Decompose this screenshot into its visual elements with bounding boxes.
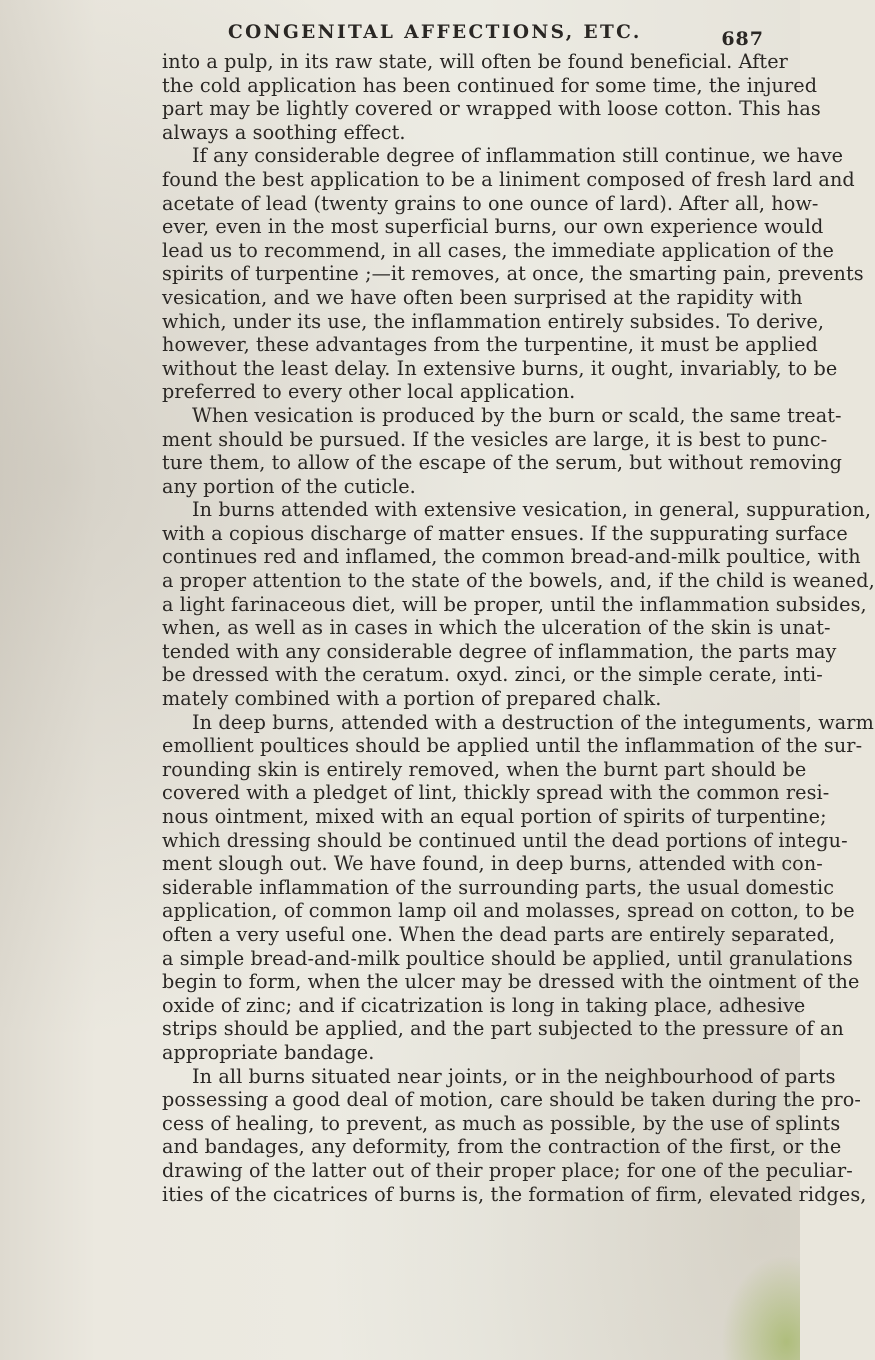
text-line: part may be lightly covered or wrapped with loose cotton. This has	[162, 97, 821, 121]
text-line: continues red and inflamed, the common bread-and-milk poultice, with	[162, 545, 861, 569]
text-line: and bandages, any deformity, from the contraction of the first, or the	[162, 1135, 842, 1159]
text-line: oxide of zinc; and if cicatrization is long in taking place, adhesive	[162, 993, 806, 1017]
text-line: a proper attention to the state of the bowels, and, if the child is weaned,	[162, 569, 875, 593]
text-line: ment slough out. We have found, in deep burns, attended with con-	[162, 852, 823, 876]
text-line: often a very useful one. When the dead parts are entirely separated,	[162, 922, 836, 946]
text-line: acetate of lead (twenty grains to one ounce of lard). After all, how-	[162, 191, 819, 215]
text-line: found the best application to be a liniment composed of fresh lard and	[162, 167, 855, 191]
text-line: with a copious discharge of matter ensues. If the suppurating surface	[162, 521, 848, 545]
text-line: without the least delay. In extensive burns, it ought, invariably, to be	[162, 356, 838, 380]
text-line: cess of healing, to prevent, as much as possible, by the use of splints	[162, 1111, 841, 1135]
text-line: siderable inflammation of the surrounding parts, the usual domestic	[162, 875, 835, 899]
text-line: however, these advantages from the turpentine, it must be applied	[162, 333, 818, 357]
text-line: a simple bread-and-milk poultice should be applied, until granulations	[162, 946, 853, 970]
text-line: vesication, and we have often been surprised at the rapidity with	[162, 285, 803, 309]
text-line: In deep burns, attended with a destruction of the integuments, warm	[192, 710, 874, 734]
text-line: application, of common lamp oil and molasses, spread on cotton, to be	[162, 899, 855, 923]
text-line: tended with any considerable degree of inflammation, the parts may	[162, 639, 837, 663]
text-line: strips should be applied, and the part subjected to the pressure of an	[162, 1017, 844, 1041]
running-head: CONGENITAL AFFECTIONS, ETC.	[228, 22, 642, 43]
text-line: appropriate bandage.	[162, 1040, 375, 1064]
page-number: 687	[721, 28, 764, 50]
text-line: the cold application has been continued for some time, the injured	[162, 73, 818, 97]
text-line: always a soothing effect.	[162, 120, 406, 144]
text-line: be dressed with the ceratum. oxyd. zinci, or the simple cerate, inti-	[162, 663, 823, 687]
text-line: covered with a pledget of lint, thickly spread with the common resi-	[162, 781, 830, 805]
text-line: ever, even in the most superficial burns, our own experience would	[162, 215, 824, 239]
page-header	[162, 18, 764, 48]
text-line: When vesication is produced by the burn or scald, the same treat-	[192, 403, 842, 427]
text-line: emollient poultices should be applied until the inflammation of the sur-	[162, 734, 863, 758]
text-line: preferred to every other local application.	[162, 380, 576, 404]
page-corner-stain	[710, 1240, 800, 1360]
text-line: drawing of the latter out of their proper place; for one of the peculiar-	[162, 1158, 853, 1182]
text-line: ities of the cicatrices of burns is, the formation of firm, elevated ridges,	[162, 1182, 867, 1206]
text-line: rounding skin is entirely removed, when the burnt part should be	[162, 757, 807, 781]
text-line: a light farinaceous diet, will be proper, until the inflammation subsides,	[162, 592, 867, 616]
text-line: possessing a good deal of motion, care should be taken during the pro-	[162, 1088, 861, 1112]
text-line: spirits of turpentine ;—it removes, at once, the smarting pain, prevents	[162, 262, 864, 286]
text-line: If any considerable degree of inflammation still continue, we have	[192, 144, 844, 168]
body-text	[162, 50, 875, 1350]
text-line: into a pulp, in its raw state, will often be found beneficial. After	[162, 50, 788, 73]
text-line: any portion of the cuticle.	[162, 474, 416, 498]
text-line: mately combined with a portion of prepared chalk.	[162, 687, 662, 711]
text-line: when, as well as in cases in which the ulceration of the skin is unat-	[162, 616, 831, 640]
text-line: In all burns situated near joints, or in the neighbourhood of parts	[192, 1064, 836, 1088]
text-line: ment should be pursued. If the vesicles are large, it is best to punc-	[162, 427, 828, 451]
text-line: nous ointment, mixed with an equal portion of spirits of turpentine;	[162, 805, 827, 828]
text-line: ture them, to allow of the escape of the serum, but without removing	[162, 451, 842, 475]
text-line: which dressing should be continued until the dead portions of integu-	[162, 828, 848, 852]
text-line: begin to form, when the ulcer may be dressed with the ointment of the	[162, 970, 860, 994]
text-line: which, under its use, the inflammation entirely subsides. To derive,	[162, 309, 825, 333]
text-line: In burns attended with extensive vesication, in general, suppuration,	[192, 498, 872, 522]
text-line: lead us to recommend, in all cases, the immediate application of the	[162, 238, 834, 262]
